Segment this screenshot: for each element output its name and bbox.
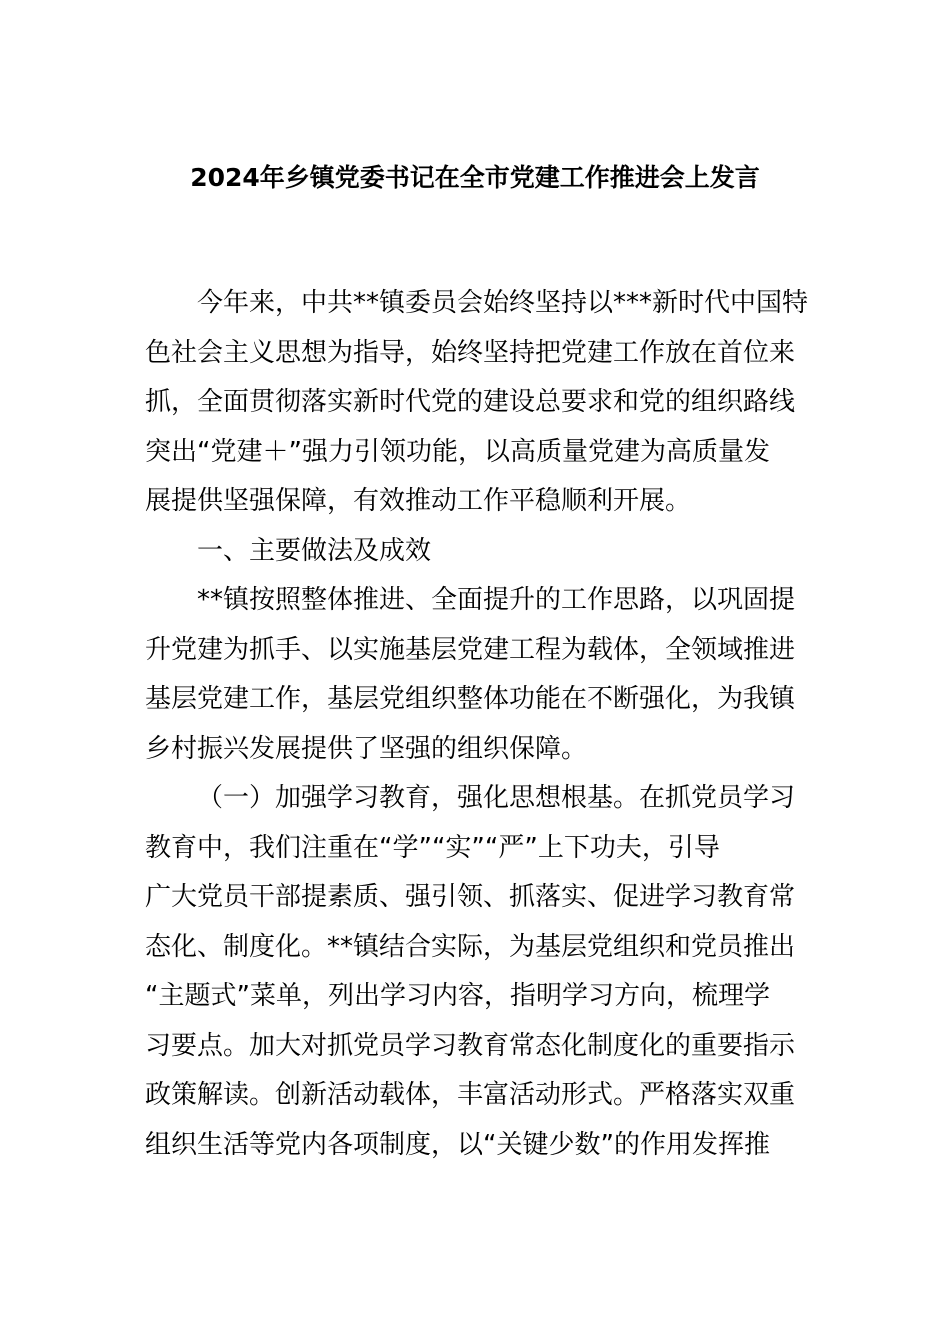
paragraph-line: 乡村振兴发展提供了坚强的组织保障。 (145, 733, 588, 764)
paragraph-line: 习要点。加大对抓党员学习教育常态化制度化的重要指示 (145, 1030, 796, 1061)
paragraph-line: 色社会主义思想为指导，始终坚持把党建工作放在首位来 (145, 337, 796, 368)
paragraph-line: “主题式”菜单，列出学习内容，指明学习方向，梳理学 (145, 981, 770, 1011)
document-title: 2024年乡镇党委书记在全市党建工作推进会上发言 (190, 163, 760, 192)
paragraph-line: 态化、制度化。**镇结合实际，为基层党组织和党员推出 (145, 931, 796, 962)
paragraph-line: 突出“党建＋”强力引领功能，以高质量党建为高质量发 (145, 436, 770, 467)
subsection-line: （一）加强学习教育，强化思想根基。在抓党员学习 (197, 783, 796, 813)
section-heading: 一、主要做法及成效 (197, 535, 432, 566)
paragraph-line: 展提供坚强保障，有效推动工作平稳顺利开展。 (145, 486, 692, 516)
paragraph-line: **镇按照整体推进、全面提升的工作思路，以巩固提 (197, 585, 796, 615)
paragraph-line: 抓，全面贯彻落实新时代党的建设总要求和党的组织路线 (145, 387, 796, 417)
paragraph-line: 政策解读。创新活动载体，丰富活动形式。严格落实双重 (145, 1080, 796, 1110)
document-body (145, 279, 810, 1170)
paragraph-line: 升党建为抓手、以实施基层党建工程为载体，全领域推进 (145, 634, 796, 665)
paragraph-line: 教育中，我们注重在“学”“实”“严”上下功夫，引导 (145, 832, 720, 863)
paragraph-line: 组织生活等党内各项制度，以“关键少数”的作用发挥推 (145, 1129, 770, 1160)
paragraph-line: 基层党建工作，基层党组织整体功能在不断强化，为我镇 (145, 684, 796, 714)
paragraph-line: 广大党员干部提素质、强引领、抓落实、促进学习教育常 (145, 882, 796, 912)
paragraph-line: 今年来，中共**镇委员会始终坚持以***新时代中国特 (197, 288, 809, 318)
